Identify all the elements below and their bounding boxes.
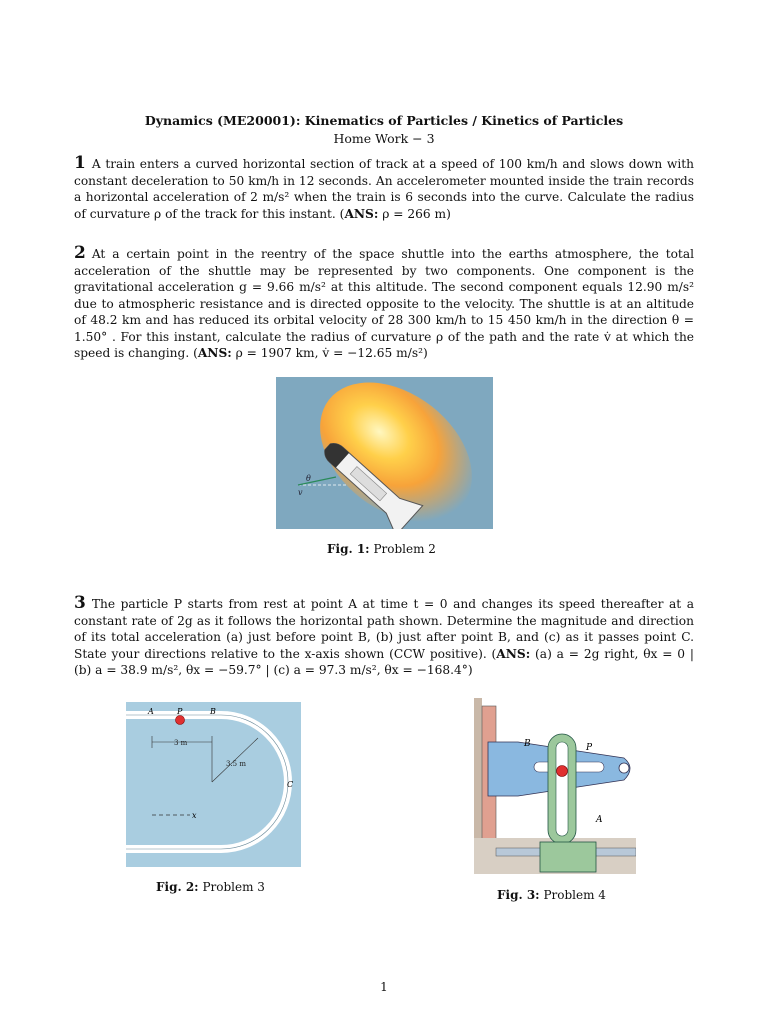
figure-caption-text: Problem 2 bbox=[373, 542, 436, 556]
problem-1: 1 A train enters a curved horizontal section of track at a speed of 100 km/h and slows down with constant deceleration to 50 km/h in 12 seconds. An accelerometer mounted inside the train records a horizontal acceleration of 2 m/s² when the train is 6 seconds into the curve. Calculate the radius of curvature ρ of the track for this instant. (ANS: ρ = 266 m) bbox=[74, 153, 694, 221]
velocity-label: v bbox=[298, 488, 303, 497]
figure-3-caption bbox=[497, 888, 606, 902]
particle-icon bbox=[176, 716, 185, 725]
p-label: P bbox=[586, 743, 593, 753]
a-label: A bbox=[596, 815, 603, 825]
figure-label: Fig. 2: bbox=[156, 880, 199, 894]
figure-1-caption bbox=[327, 542, 436, 556]
problem-number: 2 bbox=[74, 243, 86, 263]
point-p-label: P bbox=[177, 707, 183, 716]
theta-label: θ bbox=[306, 474, 311, 483]
problem-text: The particle P starts from rest at point A at time t = 0 and changes its speed thereafter at a constant rate of 2g as it follows the horizontal path shown. Determine the magnitude and direction of its total acceleration (a) just before point B, (b) just after point B, and (c) as it passes point C. State your directions relative to the x-axis shown (CCW positive). bbox=[74, 597, 694, 661]
figure-2-caption bbox=[156, 880, 265, 894]
document-subtitle: Home Work − 3 bbox=[333, 131, 435, 146]
problem-text: At a certain point in the reentry of the space shuttle into the earths atmosphere, the total acceleration of the shuttle may be represented by two components. One component is the gravitational acceleration g = 9.66 m/s² at this altitude. The second component equals 12.90 m/s² due to atmospheric resistance and is directed opposite to the velocity. The shuttle is at an altitude of 48.2 km and has reduced its orbital velocity of 28 300 km/h to 15 450 km/h in the direction θ = 1.50° . For this instant, calculate the radius of curvature ρ of the path and the rate v̇ at which the speed is changing. bbox=[74, 247, 694, 360]
answer-label: ANS: bbox=[197, 346, 232, 360]
figure-label: Fig. 1: bbox=[327, 542, 370, 556]
answer-label: ANS: bbox=[344, 206, 379, 221]
point-c-label: C bbox=[287, 780, 294, 789]
figure-caption-text: Problem 3 bbox=[202, 880, 265, 894]
answer-label: ANS: bbox=[496, 646, 531, 661]
figure-path bbox=[126, 702, 301, 867]
figure-mechanism bbox=[474, 698, 636, 874]
point-b-label: B bbox=[210, 707, 216, 716]
figure-shuttle bbox=[276, 377, 493, 529]
problem-number: 3 bbox=[74, 593, 86, 613]
answer-text: (a) a = 2g right, θx = 0 | (b) a = 38.9 m/s², θx = −59.7° | (c) a = 97.3 m/s², θx = −168.4° bbox=[74, 646, 694, 677]
figure-label: Fig. 3: bbox=[497, 888, 540, 902]
x-axis-label: x bbox=[192, 811, 197, 820]
pin-icon bbox=[557, 766, 568, 777]
dimension-3m: 3 m bbox=[174, 739, 188, 747]
answer-text: ρ = 266 m bbox=[382, 206, 447, 221]
document-title: Dynamics (ME20001): Kinematics of Particles / Kinetics of Particles bbox=[144, 113, 624, 128]
problem-number: 1 bbox=[74, 153, 86, 173]
b-label: B bbox=[524, 739, 531, 749]
problem-3: 3 The particle P starts from rest at point A at time t = 0 and changes its speed thereafter at a constant rate of 2g as it follows the horizontal path shown. Determine the magnitude and direction of its total acceleration (a) just before point B, (b) just after point B, and (c) as it passes point C. State your directions relative to the x-axis shown (CCW positive). (ANS: (a) a = 2g right, θx = 0 | (b) a = 38.9 m/s², θx = −59.7° | (c) a = 97.3 m/s², θx = −168.4°) bbox=[74, 593, 694, 677]
figure-caption-text: Problem 4 bbox=[543, 888, 606, 902]
dimension-3-5m: 3.5 m bbox=[226, 760, 246, 768]
point-a-label: A bbox=[148, 707, 154, 716]
answer-text: ρ = 1907 km, v̇ = −12.65 m/s² bbox=[235, 346, 423, 360]
problem-2: 2 At a certain point in the reentry of the space shuttle into the earths atmosphere, the total acceleration of the shuttle may be represented by two components. One component is the gravitational acceleration g = 9.66 m/s² at this altitude. The second component equals 12.90 m/s² due to atmospheric resistance and is directed opposite to the velocity. The shuttle is at an altitude of 48.2 km and has reduced its orbital velocity of 28 300 km/h to 15 450 km/h in the direction θ = 1.50° . For this instant, calculate the radius of curvature ρ of the path and the rate v̇ at which the speed is changing. (ANS: ρ = 1907 km, v̇ = −12.65 m/s²) bbox=[74, 243, 694, 360]
page-number: 1 bbox=[380, 980, 388, 994]
problem-text: A train enters a curved horizontal section of track at a speed of 100 km/h and slows down with constant deceleration to 50 km/h in 12 seconds. An accelerometer mounted inside the train records a horizontal acceleration of 2 m/s² when the train is 6 seconds into the curve. Calculate the radius of curvature ρ of the track for this instant. bbox=[74, 157, 694, 221]
